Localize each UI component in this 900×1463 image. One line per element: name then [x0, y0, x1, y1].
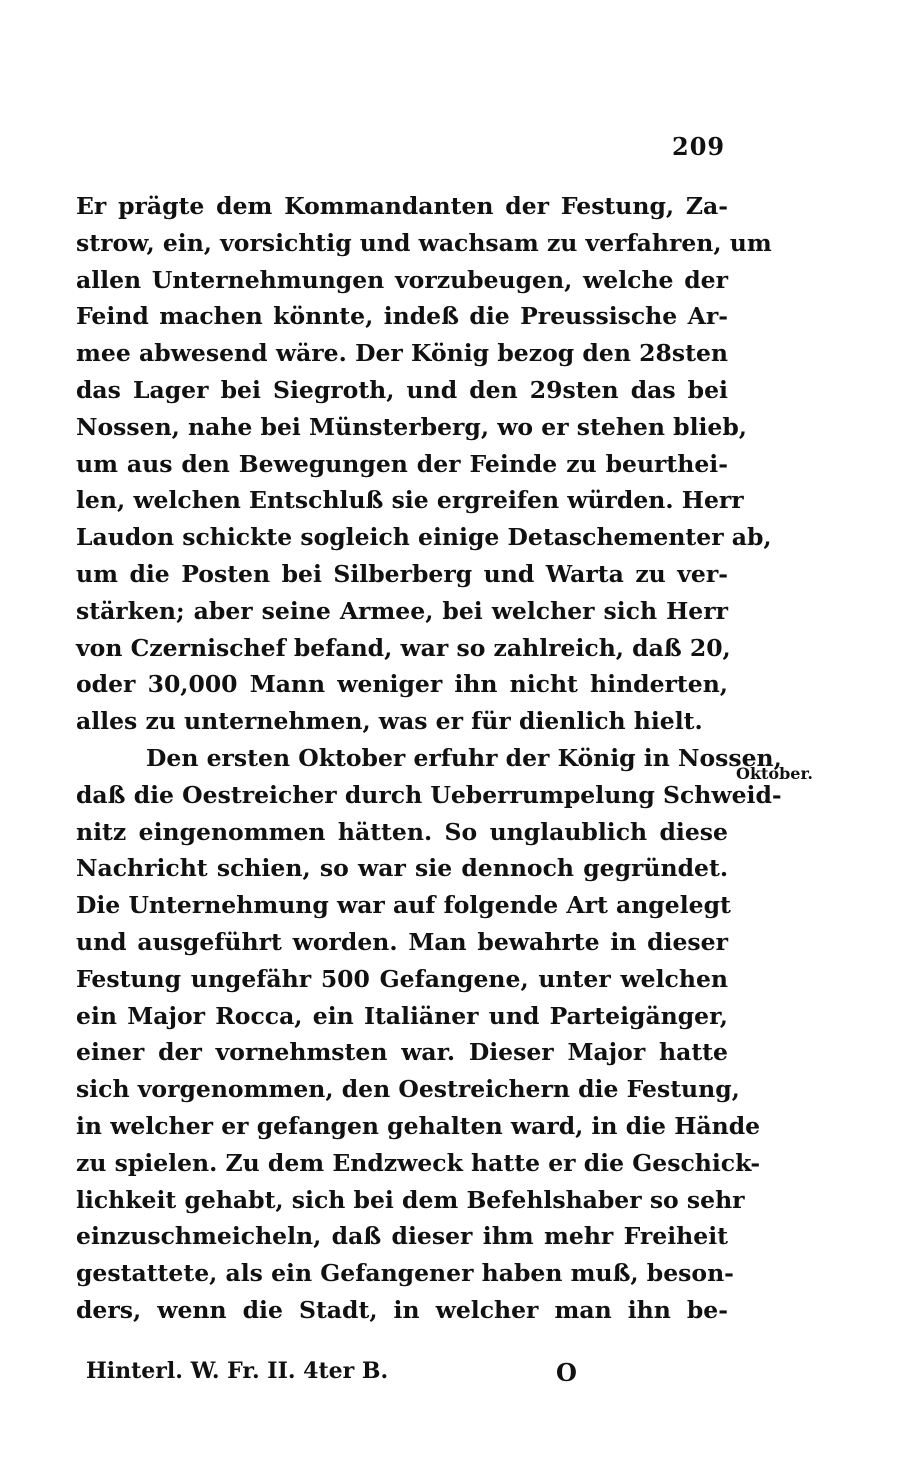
text-line: Feind machen könnte, indeß die Preussische Ar- [76, 302, 728, 331]
page-footer [86, 1358, 746, 1398]
text-line: mee abwesend wäre. Der König bezog den 28sten [76, 339, 728, 368]
text-line: nitz eingenommen hätten. So unglaublich diese [76, 817, 728, 846]
text-line: lichkeit gehabt, sich bei dem Befehlshaber so sehr [76, 1185, 745, 1214]
text-line: ders, wenn die Stadt, in welcher man ihn be- [76, 1295, 728, 1324]
text-line: Laudon schickte sogleich einige Detaschementer ab, [76, 523, 772, 552]
text-line: um aus den Bewegungen der Feinde zu beurthei- [76, 449, 728, 478]
text-line: allen Unternehmungen vorzubeugen, welche der [76, 265, 728, 294]
text-line: um die Posten bei Silberberg und Warta zu ver- [76, 559, 728, 588]
text-line: stärken; aber seine Armee, bei welcher sich Herr [76, 596, 728, 625]
text-line: sich vorgenommen, den Oestreichern die Festung, [76, 1075, 740, 1104]
margin-note: Oktober. [736, 764, 813, 783]
footer-work-title: Hinterl. W. Fr. II. 4ter B. [86, 1358, 389, 1384]
text-line: len, welchen Entschluß sie ergreifen würden. Herr [76, 486, 744, 515]
text-line: ein Major Rocca, ein Italiäner und Parteigänger, [76, 1001, 728, 1030]
text-line: oder 30,000 Mann weniger ihn nicht hinderten, [76, 670, 728, 699]
text-line: Nachricht schien, so war sie dennoch gegründet. [76, 854, 728, 883]
text-line: und ausgeführt worden. Man bewahrte in dieser [76, 927, 728, 956]
text-line: daß die Oestreicher durch Ueberrumpelung Schweid- [76, 780, 782, 809]
text-line: in welcher er gefangen gehalten ward, in die Hände [76, 1111, 761, 1140]
body-text [76, 188, 782, 1329]
page-number: 209 [672, 132, 726, 161]
text-line: gestattete, als ein Gefangener haben muß, beson- [76, 1259, 734, 1288]
signature-mark: O [556, 1358, 577, 1387]
text-line: einer der vornehmsten war. Dieser Major hatte [76, 1038, 728, 1067]
text-line: zu spielen. Zu dem Endzweck hatte er die Geschick- [76, 1148, 761, 1177]
text-line: Er prägte dem Kommandanten der Festung, Za- [76, 192, 728, 220]
text-line: Festung ungefähr 500 Gefangene, unter welchen [76, 964, 728, 993]
text-line: das Lager bei Siegroth, und den 29sten das bei [76, 375, 728, 404]
text-line-paragraph-start: Den ersten Oktober erfuhr der König in Nossen, [146, 743, 782, 772]
text-line: strow, ein, vorsichtig und wachsam zu verfahren, um [76, 228, 772, 257]
text-line: Nossen, nahe bei Münsterberg, wo er stehen blieb, [76, 412, 747, 441]
text-line: von Czernischef befand, war so zahlreich, daß 20, [76, 633, 731, 662]
text-line: alles zu unternehmen, was er für dienlich hielt. [76, 707, 703, 736]
text-line: einzuschmeicheln, daß dieser ihm mehr Freiheit [76, 1222, 728, 1251]
text-line: Die Unternehmung war auf folgende Art angelegt [76, 891, 731, 920]
